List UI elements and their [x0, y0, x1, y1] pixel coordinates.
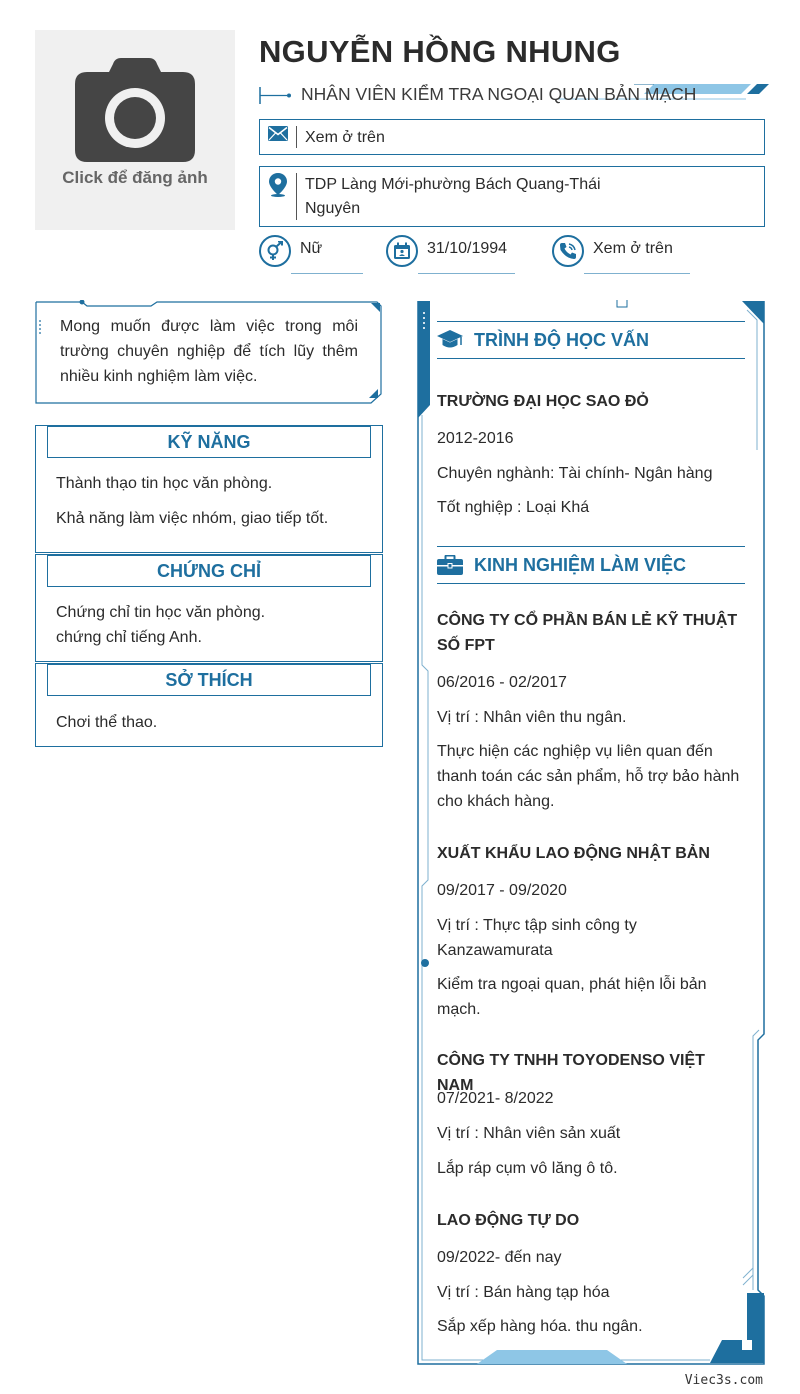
skills-title: KỸ NĂNG [47, 426, 371, 458]
certificate-item: chứng chỉ tiếng Anh. [56, 629, 202, 646]
skills-section [35, 425, 383, 553]
hobby-item: Chơi thể thao. [56, 714, 158, 731]
job-description: Kiểm tra ngoại quan, phát hiện lỗi bản mạch. [437, 976, 707, 1018]
job-description: Lắp ráp cụm vô lăng ô tô. [437, 1160, 618, 1177]
envelope-icon [268, 126, 288, 141]
education-major: Chuyên nghành: Tài chính- Ngân hàng [437, 465, 713, 482]
footer-watermark: Viec3s.com [684, 1373, 763, 1388]
job-position: Vị trí : Thực tập sinh công ty Kanzawamurata [437, 917, 637, 959]
education-school: TRƯỜNG ĐẠI HỌC SAO ĐỎ [437, 393, 649, 410]
camera-icon [75, 58, 195, 162]
education-grade: Tốt nghiệp : Loại Khá [437, 499, 590, 516]
certificates-section [35, 554, 383, 662]
hobbies-section [35, 663, 383, 747]
briefcase-icon [437, 555, 463, 575]
job-position: Vị trí : Bán hàng tạp hóa [437, 1284, 610, 1301]
skill-item: Thành thạo tin học văn phòng. [56, 475, 273, 492]
job-company: LAO ĐỘNG TỰ DO [437, 1212, 580, 1229]
job-company: XUẤT KHẨU LAO ĐỘNG NHẬT BẢN [437, 845, 710, 862]
job-position: Vị trí : Nhân viên thu ngân. [437, 709, 627, 726]
job-period: 09/2017 - 09/2020 [437, 882, 567, 899]
job-period: 07/2021- 8/2022 [437, 1090, 554, 1107]
job-period: 09/2022- đến nay [437, 1249, 562, 1266]
birthday-value: 31/10/1994 [427, 240, 508, 257]
job-title-line [259, 84, 769, 108]
right-column-frame [417, 300, 767, 1366]
gender-icon [265, 241, 285, 261]
objective-text: Mong muốn được làm việc trong môi trường chuyên nghiệp để tích lũy thêm nhiều kinh nghiệm làm việc. [60, 318, 358, 385]
education-title: TRÌNH ĐỘ HỌC VẤN [474, 329, 649, 350]
email-box [259, 119, 765, 155]
phone-icon [558, 241, 578, 261]
certificates-title: CHỨNG CHỈ [47, 555, 371, 587]
skill-item: Khả năng làm việc nhóm, giao tiếp tốt. [56, 510, 329, 527]
education-title-bar [437, 321, 745, 359]
experience-title: KINH NGHIỆM LÀM VIỆC [474, 554, 687, 575]
certificate-item: Chứng chỉ tin học văn phòng. [56, 604, 266, 621]
hobbies-title: SỞ THÍCH [47, 664, 371, 696]
objective-box [35, 300, 383, 404]
job-period: 06/2016 - 02/2017 [437, 674, 567, 691]
job-description: Sắp xếp hàng hóa. thu ngân. [437, 1318, 643, 1335]
job-title: NHÂN VIÊN KIỂM TRA NGOẠI QUAN BẢN MẠCH [301, 84, 697, 104]
education-period: 2012-2016 [437, 430, 514, 447]
job-company: CÔNG TY TNHH TOYODENSO VIỆT NAM [437, 1052, 705, 1094]
experience-title-bar [437, 546, 745, 584]
address-box [259, 166, 765, 227]
location-pin-icon [268, 173, 288, 197]
job-company: CÔNG TY CỔ PHẦN BÁN LẺ KỸ THUẬT SỐ FPT [437, 612, 738, 654]
graduation-cap-icon [437, 329, 463, 351]
job-position: Vị trí : Nhân viên sản xuất [437, 1125, 621, 1142]
job-description: Thực hiện các nghiệp vụ liên quan đến thanh toán các sản phẩm, hỗ trợ bảo hành cho khách hàng. [437, 743, 740, 810]
email-value[interactable]: Xem ở trên [305, 129, 385, 146]
address-value[interactable]: TDP Làng Mới-phường Bách Quang-Thái Nguyên [305, 176, 601, 217]
photo-upload[interactable] [35, 30, 235, 230]
photo-upload-label: Click để đăng ảnh [62, 168, 208, 187]
candidate-name: NGUYỄN HỒNG NHUNG [259, 34, 621, 69]
phone-value: Xem ở trên [593, 240, 673, 257]
gender-value: Nữ [300, 240, 323, 257]
calendar-icon [393, 242, 411, 260]
